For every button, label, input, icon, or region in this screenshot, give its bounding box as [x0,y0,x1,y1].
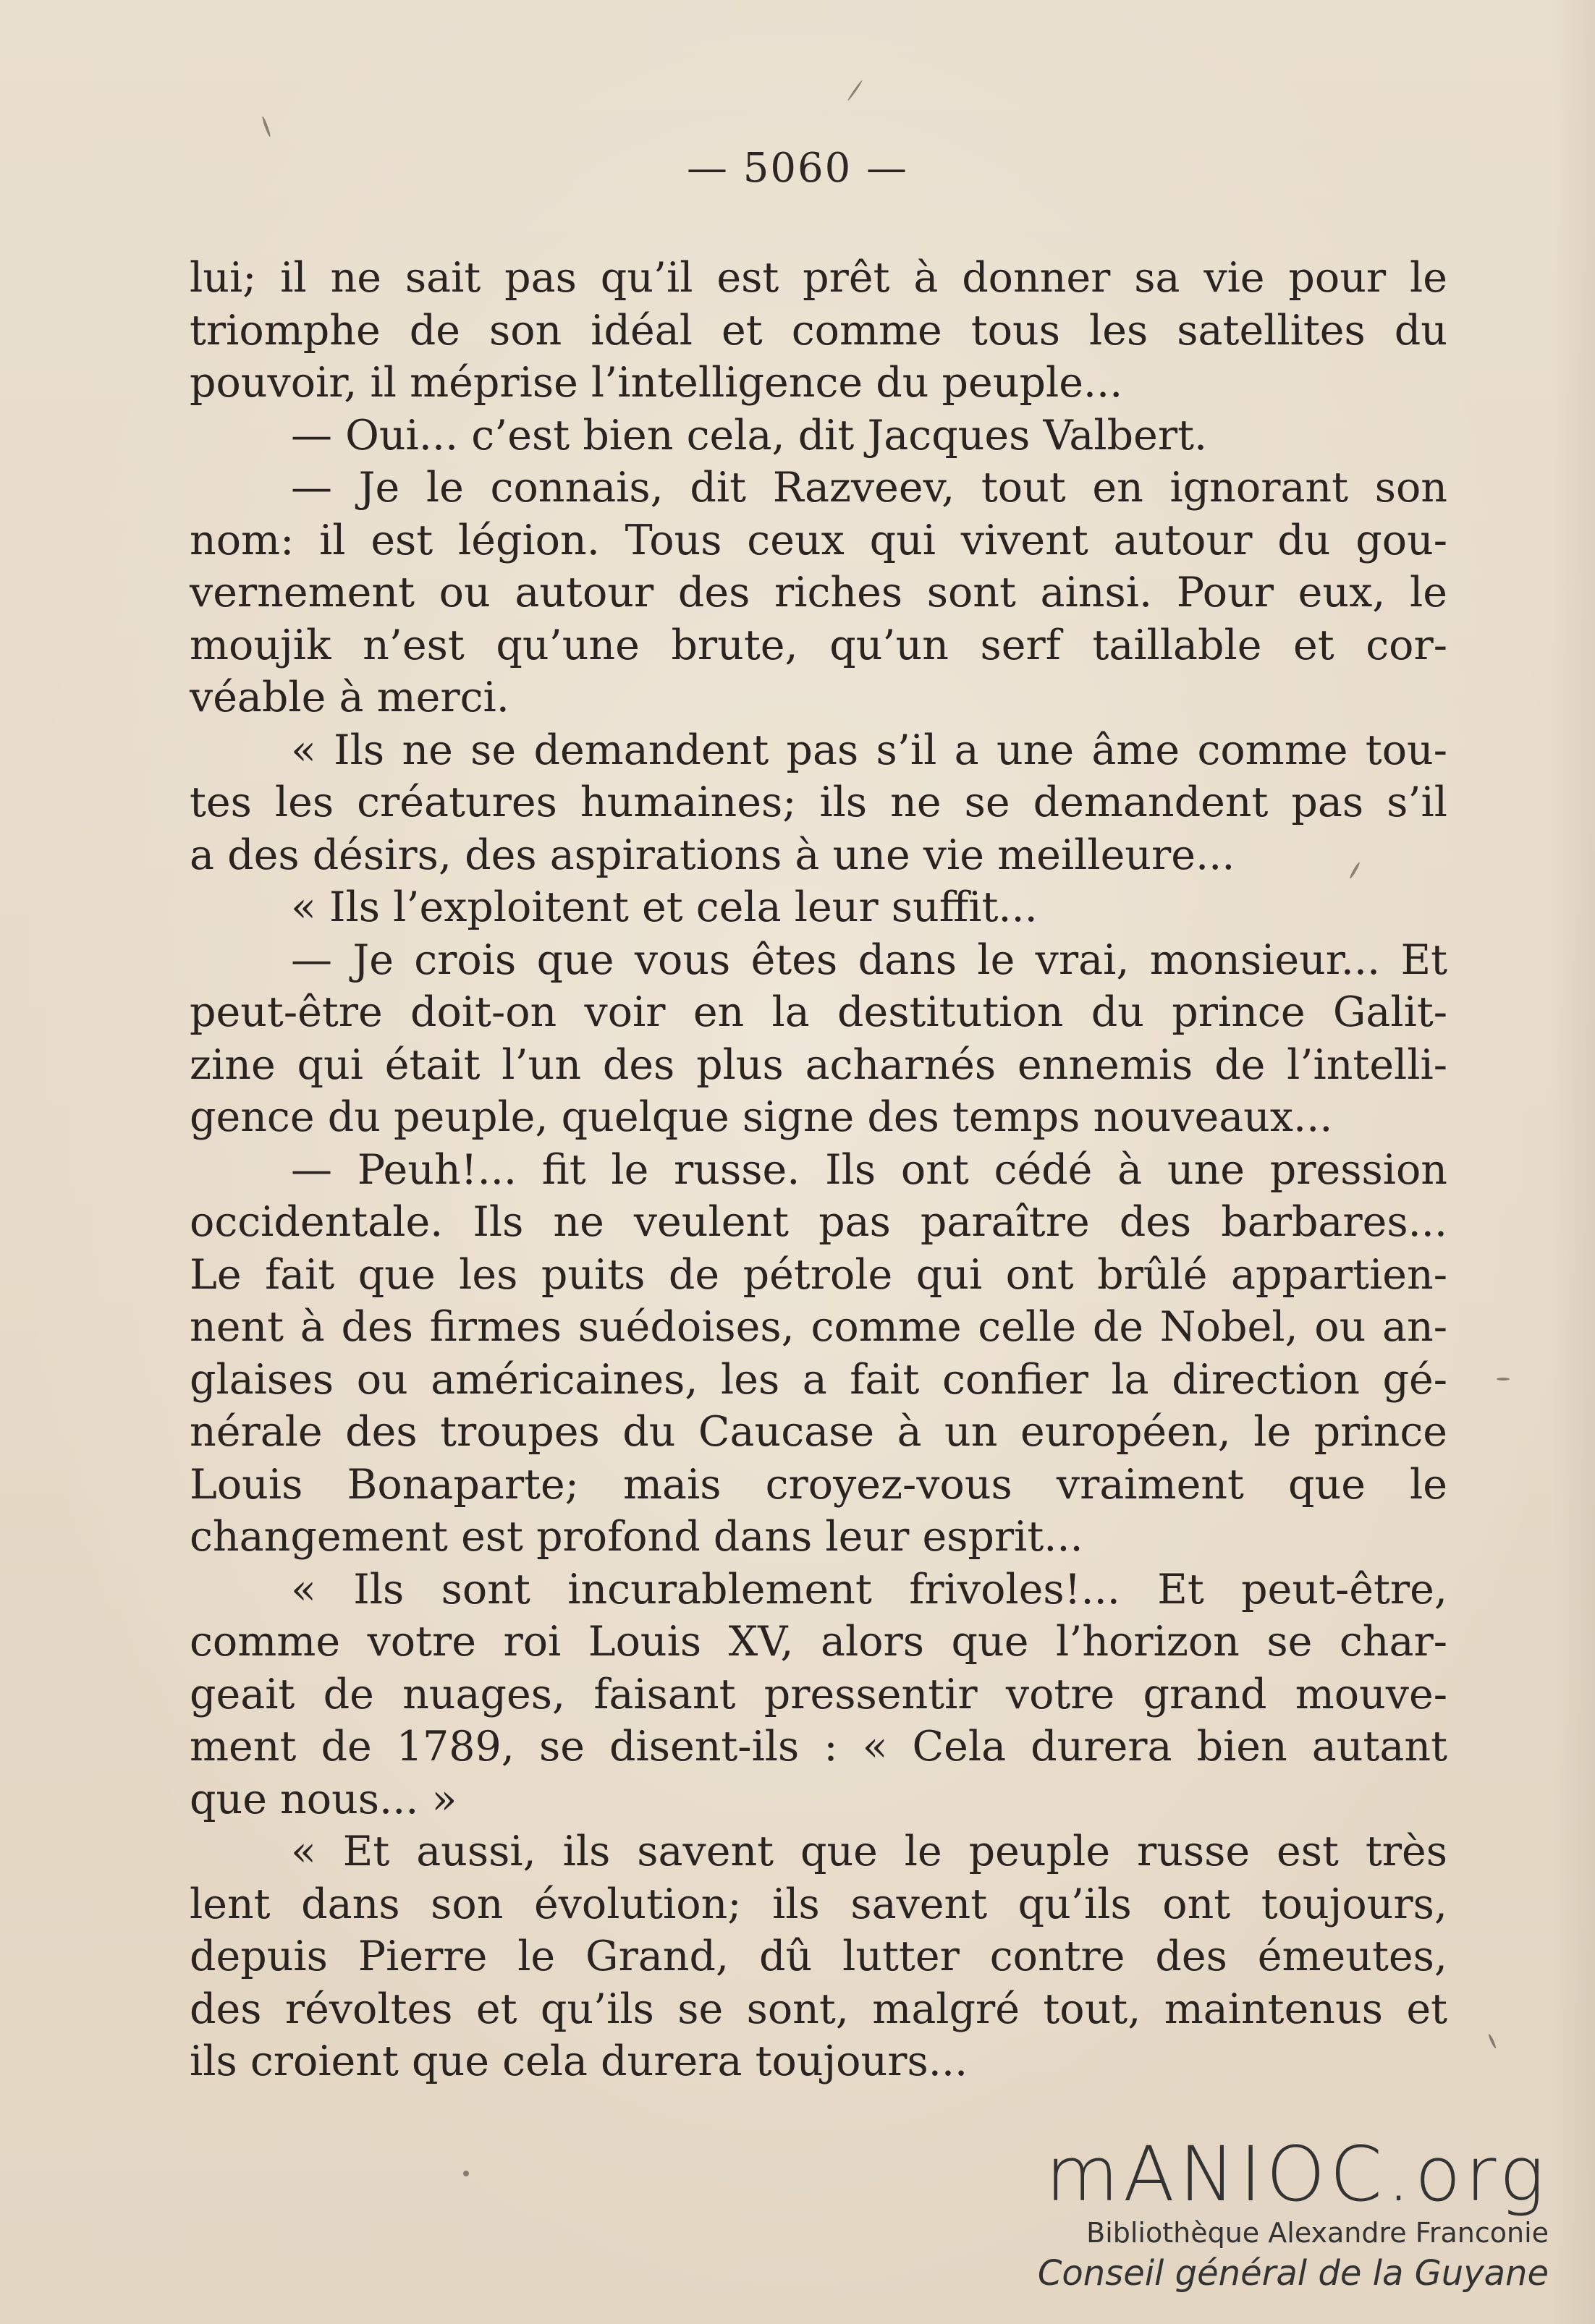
text-line: depuis Pierre le Grand, dû lutter contre des émeutes, [190,1933,1447,1980]
text-line: ment de 1789, se disent-ils : « Cela durera bien autant [190,1723,1447,1770]
scan-speck [261,116,271,137]
text-line: geait de nuages, faisant pressentir votre grand mouve- [190,1670,1447,1718]
manioc-watermark [1028,2130,1549,2295]
text-line: — Je le connais, dit Razveev, tout en ignorant son [291,464,1447,512]
text-line: lui; il ne sait pas qu’il est prêt à donner sa vie pour le [190,254,1447,302]
text-line: « Ils ne se demandent pas s’il a une âme comme tou- [291,726,1447,774]
text-line: changement est profond dans leur esprit... [190,1513,1083,1561]
body-text [190,252,1447,2088]
library-name: Bibliothèque Alexandre Franconie [1086,2217,1549,2249]
text-line: des révoltes et qu’ils se sont, malgré tout, maintenus et [190,1985,1447,2033]
page-number: — 5060 — [686,145,909,192]
text-line: nom: il est légion. Tous ceux qui vivent autour du gou- [190,516,1447,564]
text-line: pouvoir, il méprise l’intelligence du peuple... [190,359,1123,407]
text-line: nérale des troupes du Caucase à un européen, le prince [190,1408,1447,1456]
text-line: — Oui... c’est bien cela, dit Jacques Valbert. [291,411,1208,459]
text-line: — Peuh!... fit le russe. Ils ont cédé à une pression [291,1145,1447,1194]
text-line: gence du peuple, quelque signe des temps nouveaux... [190,1093,1333,1141]
text-line: ils croient que cela durera toujours... [190,2037,968,2085]
text-line: « Et aussi, ils savent que le peuple russe est très [291,1828,1447,1875]
text-line: a des désirs, des aspirations à une vie meilleure... [190,831,1235,879]
text-line: Le fait que les puits de pétrole qui ont brûlé appartien- [190,1250,1447,1299]
scan-speck [1488,2033,1497,2049]
scan-speck [1497,1378,1510,1381]
scan-speck [847,80,863,101]
text-line: vernement ou autour des riches sont ainsi. Pour eux, le [190,569,1447,616]
text-line: que nous... » [190,1775,457,1823]
text-line: peut-être doit-on voir en la destitution du prince Galit- [190,988,1447,1036]
text-line: nent à des firmes suédoises, comme celle de Nobel, ou an- [190,1303,1447,1351]
scan-speck [463,2171,469,2176]
text-line: comme votre roi Louis XV, alors que l’horizon se char- [190,1618,1447,1666]
text-line: véable à merci. [190,674,509,721]
council-name: Conseil général de la Guyane [1037,2253,1549,2294]
text-line: lent dans son évolution; ils savent qu’ils ont toujours, [190,1880,1447,1928]
text-line: glaises ou américaines, les a fait confier la direction gé- [190,1355,1447,1404]
text-line: zine qui était l’un des plus acharnés ennemis de l’intelli- [190,1040,1447,1089]
text-line: moujik n’est qu’une brute, qu’un serf taillable et cor- [190,621,1447,669]
page-edge-shadow [1552,0,1595,2324]
text-line: triomphe de son idéal et comme tous les satellites du [190,306,1447,355]
text-line: « Ils sont incurablement frivoles!... Et peut-être, [291,1565,1447,1613]
text-line: « Ils l’exploitent et cela leur suffit... [291,883,1038,931]
text-line: tes les créatures humaines; ils ne se demandent pas s’il [190,779,1447,826]
text-line: Louis Bonaparte; mais croyez-vous vraiment que le [190,1460,1447,1509]
text-line: — Je crois que vous êtes dans le vrai, monsieur... Et [291,936,1447,984]
text-line: occidentale. Ils ne veulent pas paraître des barbares... [190,1198,1447,1246]
manioc-logo: mANIOC.org [1045,2130,1549,2218]
